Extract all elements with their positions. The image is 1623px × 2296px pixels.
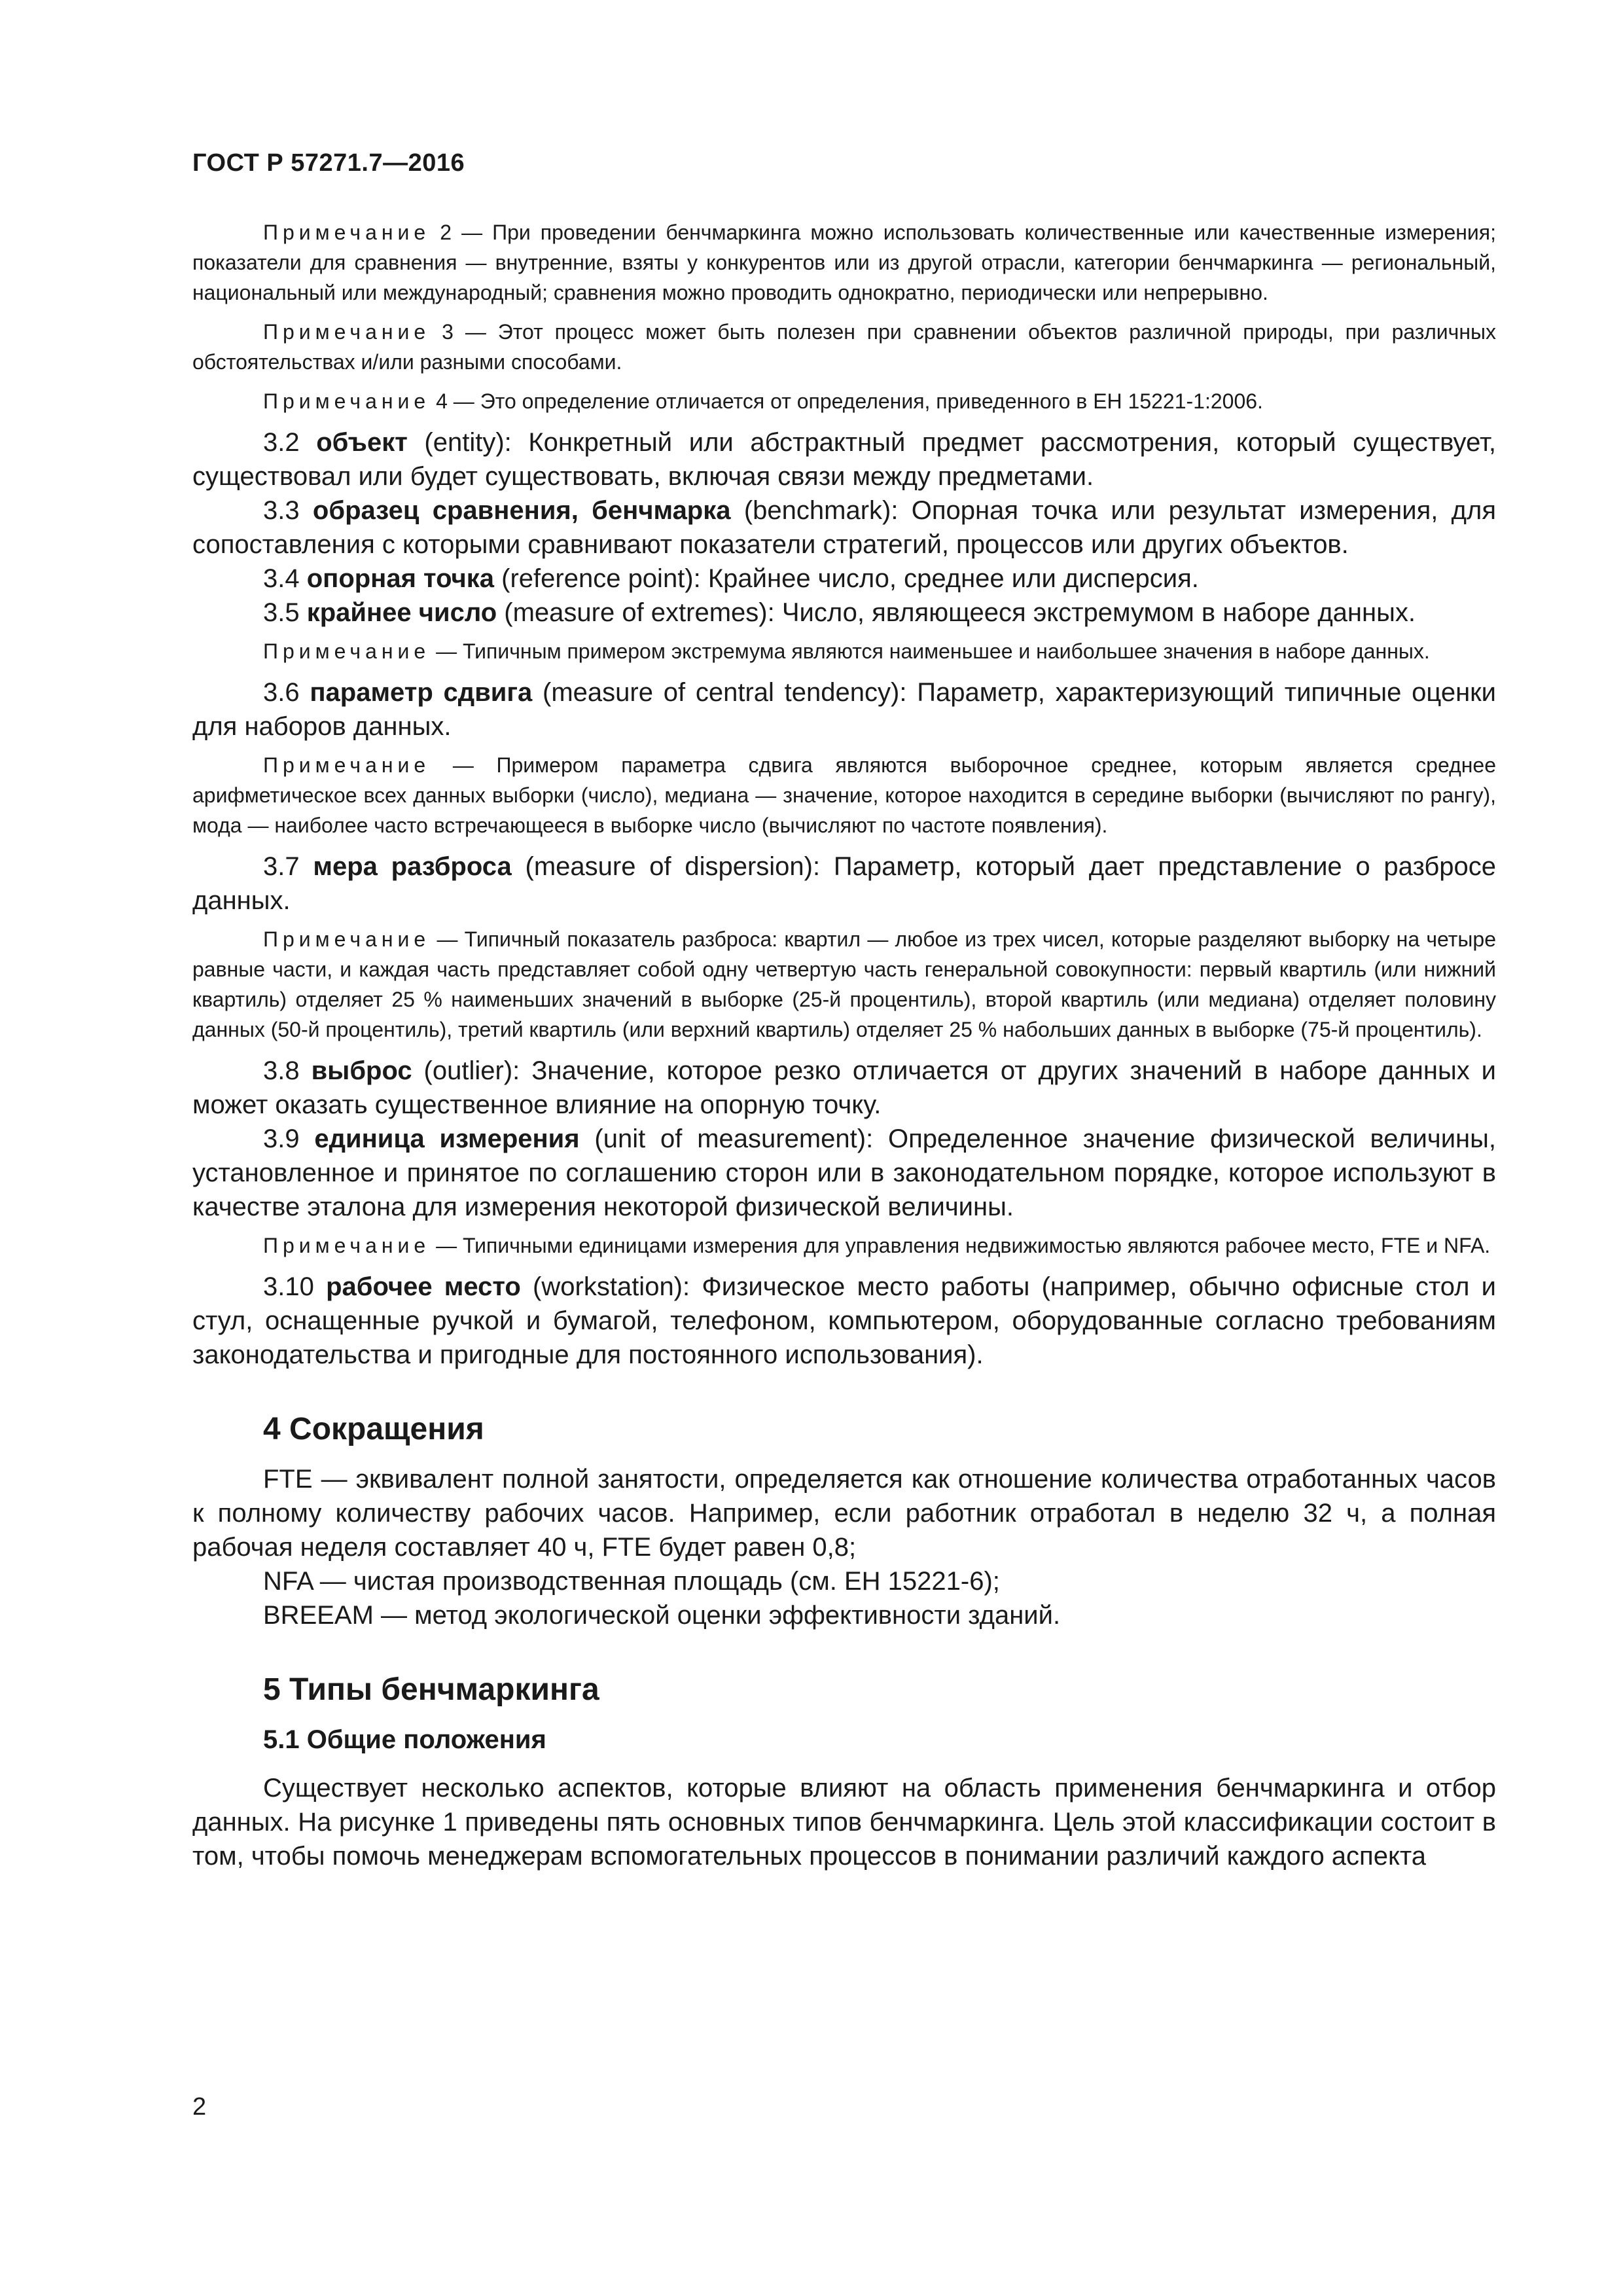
term-number: 3.8	[263, 1056, 312, 1085]
term-definition: (entity): Конкретный или абстрактный предмет рассмотрения, который существует, существовал или будет существовать, включая связи между предметами.	[192, 428, 1496, 491]
section-5-heading: 5 Типы бенчмаркинга	[263, 1672, 599, 1707]
term-definition: (measure of central tendency): Параметр, характеризующий типичные оценки для наборов данных.	[192, 678, 1497, 741]
term-name: единица измерения	[314, 1124, 580, 1153]
note-label: Примечание	[263, 639, 431, 663]
note-text: 3 — Этот процесс может быть полезен при сравнении объектов различной природы, при различных обстоятельствах и/или разными способами.	[192, 320, 1496, 374]
abbreviation-breeam: BREEAM — метод экологической оценки эффективности зданий.	[263, 1601, 1061, 1630]
term-number: 3.7	[263, 852, 313, 881]
term-3-3	[192, 493, 1496, 562]
note-label: Примечание	[263, 389, 431, 413]
term-number: 3.5	[263, 598, 307, 627]
term-name: параметр сдвига	[310, 678, 533, 707]
term-3-2	[192, 425, 1496, 493]
note-3-6	[192, 750, 1496, 840]
note-3	[192, 317, 1496, 377]
term-number: 3.6	[263, 678, 310, 707]
note-3-5	[192, 636, 1496, 666]
term-name: крайнее число	[306, 598, 497, 627]
term-name: объект	[316, 428, 408, 457]
term-definition: (unit of measurement): Определенное значение физической величины, установленное и принятое по соглашению сторон или в законодательном порядке, которое используют в качестве эталона для измерения некоторой физической величины.	[192, 1124, 1497, 1221]
note-text: — Примером параметра сдвига являются выборочное среднее, которым является среднее арифметическое всех данных выборки (число), медиана — значение, которое находится в середине выборки (вычисляют по рангу), мода — наиболее часто встречающееся в выборке число (вычисляют по частоте появления).	[192, 753, 1496, 837]
section-4-heading: 4 Сокращения	[263, 1412, 484, 1446]
abbreviation-nfa: NFA — чистая производственная площадь (см. ЕН 15221-6);	[263, 1567, 1000, 1596]
term-number: 3.9	[263, 1124, 315, 1153]
note-text: — Типичным примером экстремума являются наименьшее и наибольшее значения в наборе данных.	[430, 639, 1430, 663]
note-2	[192, 217, 1496, 308]
term-3-8	[192, 1054, 1496, 1122]
term-3-6	[192, 675, 1496, 744]
section-5-1-heading: 5.1 Общие положения	[263, 1725, 546, 1754]
note-4	[192, 386, 1496, 416]
note-label: Примечание	[263, 927, 431, 951]
note-label: Примечание	[263, 320, 431, 344]
note-text: 4 — Это определение отличается от определения, приведенного в ЕН 15221-1:2006.	[430, 389, 1263, 413]
document-body	[192, 217, 1496, 1873]
term-name: образец сравнения, бенчмарка	[312, 496, 731, 525]
term-3-7	[192, 850, 1496, 918]
term-name: выброс	[311, 1056, 412, 1085]
note-label: Примечание	[263, 1234, 431, 1257]
term-definition: (measure of extremes): Число, являющееся экстремумом в наборе данных.	[497, 598, 1416, 627]
term-definition: (reference point): Крайнее число, среднее или дисперсия.	[494, 564, 1199, 593]
note-3-9	[192, 1230, 1496, 1261]
term-3-5	[192, 596, 1496, 630]
section-5-1-paragraph: Существует несколько аспектов, которые влияют на область применения бенчмаркинга и отбор данных. На рисунке 1 приведены пять основных типов бенчмаркинга. Цель этой классификации состоит в том, чтобы помочь менеджерам вспомогательных процессов в понимании различий каждого аспекта	[192, 1774, 1496, 1871]
term-definition: (benchmark): Опорная точка или результат измерения, для сопоставления с которыми сравнивают показатели стратегий, процессов или других объектов.	[192, 496, 1496, 559]
term-definition: (measure of dispersion): Параметр, который дает представление о разбросе данных.	[192, 852, 1497, 915]
note-label: Примечание	[263, 221, 431, 244]
page-number: 2	[192, 2093, 207, 2121]
term-3-4	[192, 562, 1496, 596]
term-definition: (workstation): Физическое место работы (например, обычно офисные стол и стул, оснащенные ручкой и бумагой, телефоном, компьютером, оборудованные согласно требованиям законодательства и пригодные для постоянного использования).	[192, 1272, 1496, 1369]
term-3-9	[192, 1122, 1496, 1224]
document-header: ГОСТ Р 57271.7—2016	[192, 149, 465, 177]
term-number: 3.2	[263, 428, 317, 457]
note-3-7	[192, 924, 1496, 1045]
term-name: опорная точка	[306, 564, 495, 593]
note-label: Примечание	[263, 753, 431, 777]
abbreviation-fte: FTE — эквивалент полной занятости, определяется как отношение количества отработанных часов к полному количеству рабочих часов. Например, если работник отработал в неделю 32 ч, а полная рабочая неделя составляет 40 ч, FTE будет равен 0,8;	[192, 1465, 1496, 1562]
term-3-10	[192, 1270, 1496, 1372]
note-text: — Типичными единицами измерения для управления недвижимостью являются рабочее место, FTE и NFA.	[430, 1234, 1491, 1257]
note-text: 2 — При проведении бенчмаркинга можно использовать количественные или качественные измерения; показатели для сравнения — внутренние, взяты у конкурентов или из другой отрасли, категории бенчмаркинга — региональный, национальный или международный; сравнения можно проводить однократно, периодически или непрерывно.	[192, 221, 1496, 304]
term-definition: (outlier): Значение, которое резко отличается от других значений в наборе данных и может оказать существенное влияние на опорную точку.	[192, 1056, 1497, 1119]
term-name: мера разброса	[313, 852, 512, 881]
term-name: рабочее место	[326, 1272, 521, 1301]
term-number: 3.4	[263, 564, 307, 593]
term-number: 3.3	[263, 496, 313, 525]
note-text: — Типичный показатель разброса: квартил — любое из трех чисел, которые разделяют выборку на четыре равные части, и каждая часть представляет собой одну четвертую часть генеральной совокупности: первый квартиль (или нижний квартиль) отделяет 25 % наименьших значений в выборке (25-й процентиль), второй квартиль (или медиана) отделяет половину данных (50-й процентиль), третий квартиль (или верхний квартиль) отделяет 25 % набольших данных в выборке (75-й процентиль).	[192, 927, 1496, 1041]
term-number: 3.10	[263, 1272, 327, 1301]
